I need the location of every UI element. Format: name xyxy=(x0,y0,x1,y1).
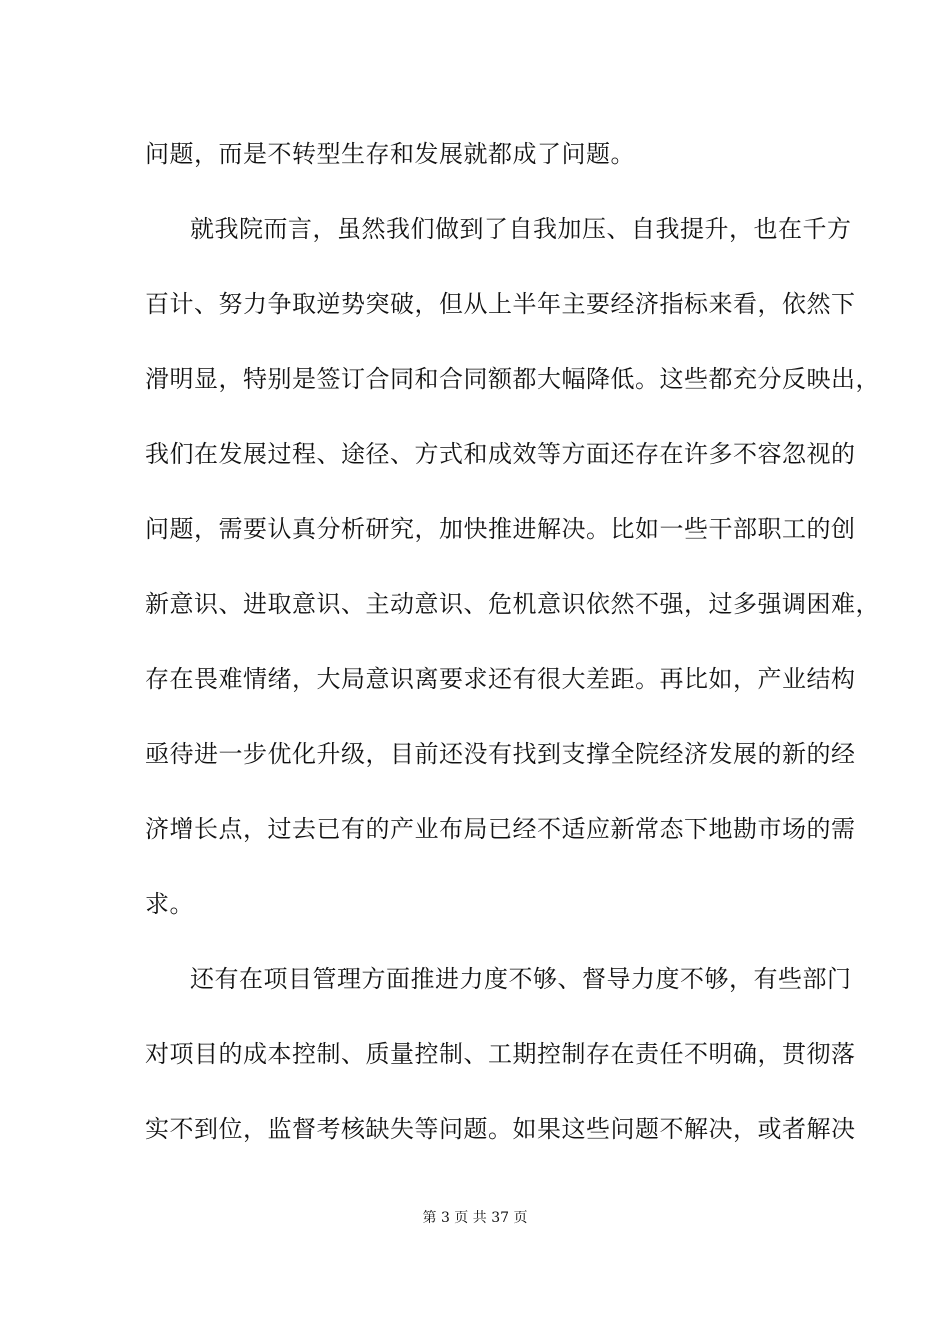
text-line: 滑明显，特别是签订合同和合同额都大幅降低。这些都充分反映出， xyxy=(145,365,880,393)
paragraph-start-line: 就我院而言，虽然我们做到了自我加压、自我提升，也在千方 xyxy=(190,215,852,243)
text-line: 实不到位，监督考核缺失等问题。如果这些问题不解决，或者解决 xyxy=(145,1115,856,1143)
text-line: 新意识、进取意识、主动意识、危机意识依然不强，过多强调困难， xyxy=(145,590,880,618)
text-line: 问题，而是不转型生存和发展就都成了问题。 xyxy=(145,140,635,168)
page-number: 第 3 页 共 37 页 xyxy=(422,1210,528,1226)
text-line: 存在畏难情绪，大局意识离要求还有很大差距。再比如，产业结构 xyxy=(145,665,856,693)
text-line: 亟待进一步优化升级，目前还没有找到支撑全院经济发展的新的经 xyxy=(145,740,856,768)
text-line: 问题，需要认真分析研究，加快推进解决。比如一些干部职工的创 xyxy=(145,515,856,543)
text-line: 我们在发展过程、途径、方式和成效等方面还存在许多不容忽视的 xyxy=(145,440,856,468)
text-line: 对项目的成本控制、质量控制、工期控制存在责任不明确，贯彻落 xyxy=(145,1040,856,1068)
text-line: 求。 xyxy=(145,890,194,918)
text-line: 济增长点，过去已有的产业布局已经不适应新常态下地勘市场的需 xyxy=(145,815,856,843)
paragraph-start-line: 还有在项目管理方面推进力度不够、督导力度不够，有些部门 xyxy=(190,965,852,993)
text-line: 百计、努力争取逆势突破，但从上半年主要经济指标来看，依然下 xyxy=(145,290,856,318)
